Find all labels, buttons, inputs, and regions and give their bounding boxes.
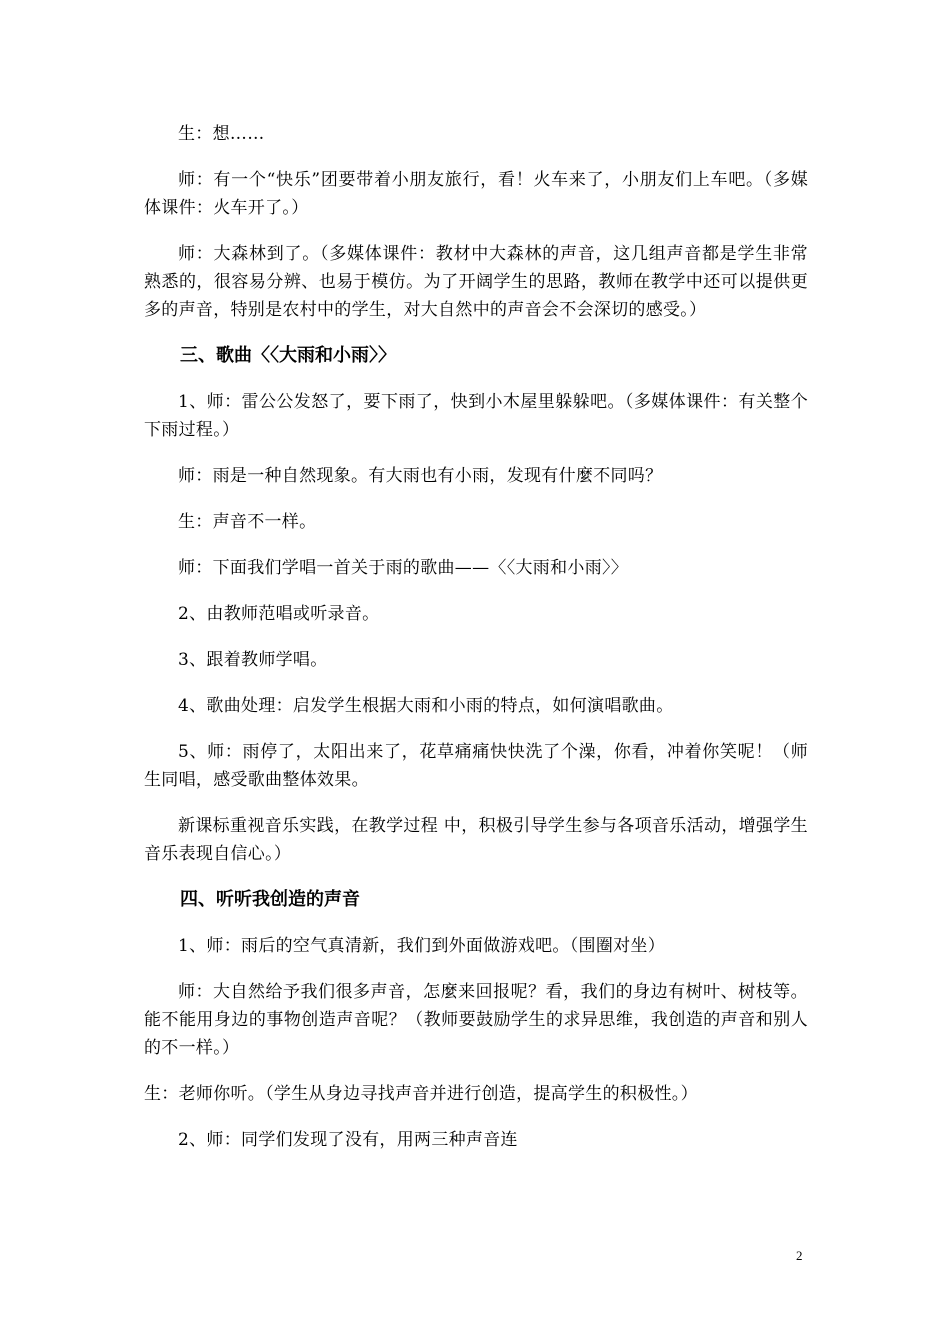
paragraph-forest: 师：大森林到了。（多媒体课件：教材中大森林的声音，这几组声音都是学生非常熟悉的，很容易分辨、也易于模仿。为了开阔学生的思路，教师在教学中还可以提供更多的声音，特别是农村中的学生，对大自然中的声音会不会深切的感受。） [144,244,808,320]
paragraph-nature-sounds: 师：大自然给予我们很多声音，怎麼来回报呢？看，我们的身边有树叶、树枝等。能不能用身边的事物创造声音呢？（教师要鼓励学生的求异思维，我创造的声音和别人的不一样。） [144,982,808,1058]
paragraph-rain-intro: 1、师：雷公公发怒了，要下雨了，快到小木屋里躲躲吧。（多媒体课件：有关整个下雨过程。） [144,392,808,440]
paragraph-step-2: 2、由教师范唱或听录音。 [178,604,380,624]
paragraph-rain-question: 师：雨是一种自然现象。有大雨也有小雨，发现有什麼不同吗？ [178,466,663,486]
paragraph-step-4: 4、歌曲处理：启发学生根据大雨和小雨的特点，如何演唱歌曲。 [178,696,674,716]
section-heading-song: 三、歌曲〈〈大雨和小雨〉〉 [180,345,396,366]
paragraph-step-5: 5、师：雨停了，太阳出来了，花草痛痛快快洗了个澡，你看，冲着你笑呢！（师生同唱，感受歌曲整体效果。 [144,742,808,790]
page-number: 2 [796,1248,803,1263]
paragraph-combine-sounds: 2、师：同学们发现了没有，用两三种声音连 [178,1130,518,1150]
section-heading-create-sound: 四、听听我创造的声音 [180,889,360,910]
paragraph-train-trip: 师：有一个“快乐”团要带着小朋友旅行，看！火车来了，小朋友们上车吧。（多媒体课件：火车开了。） [144,170,808,218]
paragraph-student-listen: 生：老师你听。（学生从身边寻找声音并进行创造，提高学生的积极性。） [144,1084,698,1104]
page-body [144,120,808,1172]
paragraph-student-reply: 生：想…… [178,124,265,144]
paragraph-curriculum-note: 新课标重视音乐实践，在教学过程 中，积极引导学生参与各项音乐活动，增强学生音乐表现自信心。） [144,816,808,864]
paragraph-song-intro: 师：下面我们学唱一首关于雨的歌曲——〈〈大雨和小雨〉〉 [178,558,629,578]
paragraph-student-answer: 生：声音不一样。 [178,512,317,532]
paragraph-game: 1、师：雨后的空气真清新，我们到外面做游戏吧。（围圈对坐） [178,936,666,956]
paragraph-step-3: 3、跟着教师学唱。 [178,650,328,670]
